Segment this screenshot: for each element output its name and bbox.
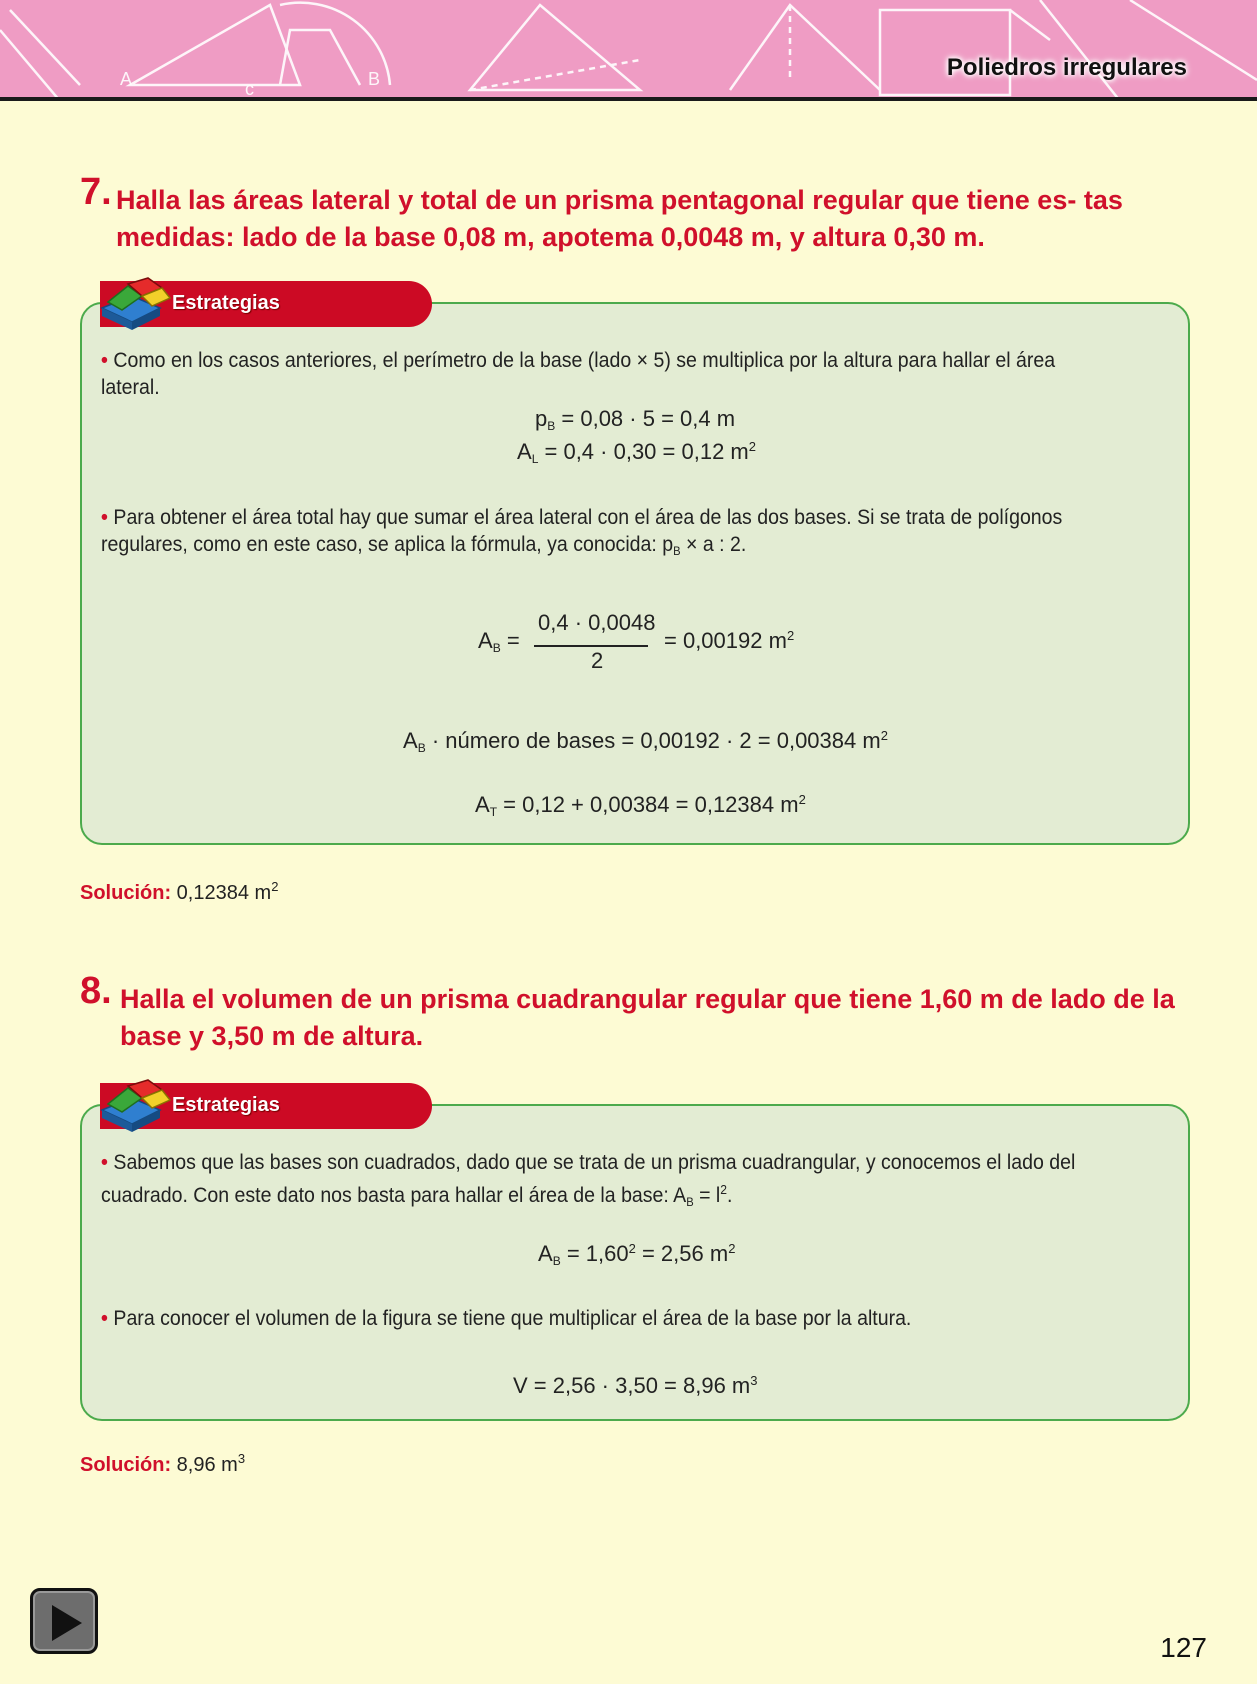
- eq-symbol: A: [478, 628, 493, 653]
- eq-superscript: 2: [798, 792, 806, 807]
- fraction-numerator: 0,4 · 0,0048: [538, 610, 656, 635]
- play-icon: [48, 1603, 86, 1643]
- equation-bases-area: [403, 728, 888, 755]
- problem-8-heading: [80, 970, 1190, 1055]
- equation-base-area: [538, 1241, 735, 1268]
- paragraph-text: Sabemos que las bases son cuadrados, dado que se trata de un prisma cuadrangular, y conocemos el lado del cuadrado. Con este dato nos basta para hallar el área de la base: A: [101, 1151, 1076, 1207]
- eq-body: = 1,60: [566, 1241, 629, 1266]
- paragraph-text: Para conocer el volumen de la figura se tiene que multiplicar el área de la base por la altura.: [113, 1307, 912, 1330]
- equation-total-area: [475, 792, 806, 819]
- solution-superscript: 3: [237, 1451, 246, 1466]
- strategy-paragraph: [101, 504, 1096, 565]
- strategy-tab: Estrategias: [100, 281, 432, 327]
- eq-subscript: B: [547, 419, 556, 433]
- paragraph-text: Como en los casos anteriores, el perímetro de la base (lado × 5) se multiplica por la altura para hallar el área lateral.: [101, 349, 1056, 399]
- eq-superscript: 2: [728, 1241, 736, 1256]
- eq-subscript: B: [552, 1254, 561, 1268]
- eq-body: · número de bases = 0,00192 · 2 = 0,00384 m: [431, 728, 881, 753]
- svg-text:B: B: [368, 69, 381, 89]
- strategy-paragraph: [101, 347, 1096, 401]
- paragraph-subscript: B: [673, 544, 681, 558]
- bullet: •: [101, 349, 108, 372]
- eq-symbol: p: [535, 406, 548, 431]
- bullet: •: [101, 506, 108, 529]
- svg-text:c: c: [245, 79, 254, 99]
- eq-symbol: A: [538, 1241, 553, 1266]
- problem-number: 8.: [80, 970, 112, 1012]
- page-number: 127: [1160, 1632, 1207, 1663]
- svg-text:A: A: [120, 69, 133, 89]
- paragraph-text: × a : 2.: [680, 533, 747, 556]
- paragraph-subscript: B: [686, 1195, 694, 1209]
- eq-superscript: 2: [748, 439, 756, 454]
- eq-body: V = 2,56 · 3,50 = 8,96 m: [513, 1373, 751, 1398]
- geometry-sketch-decoration: [0, 0, 1257, 101]
- eq-superscript: 2: [628, 1241, 636, 1256]
- eq-equals: =: [506, 628, 520, 653]
- eq-body: = 2,56 m: [635, 1241, 729, 1266]
- play-button[interactable]: [30, 1588, 98, 1654]
- solution-label: Solución:: [80, 1454, 172, 1476]
- problem-statement: Halla el volumen de un prisma cuadrangular regular que tiene 1,60 m de lado de la base y 3,50 m de altura.: [120, 984, 1175, 1051]
- equation-base-area-lhs: [478, 628, 520, 655]
- puzzle-icon: [98, 1076, 172, 1136]
- eq-body: = 0,4 · 0,30 = 0,12 m: [544, 439, 749, 464]
- equation-volume: [513, 1373, 758, 1399]
- problem-statement: Halla las áreas lateral y total de un prisma pentagonal regular que tiene es- tas medidas: lado de la base 0,08 m, apotema 0,0048 m, y altura 0,30 m.: [116, 185, 1123, 252]
- solution-8: [80, 1451, 245, 1477]
- fraction-denominator: 2: [591, 648, 604, 673]
- equation-base-area-result: [664, 628, 794, 654]
- solution-superscript: 2: [271, 879, 279, 894]
- paragraph-text: .: [727, 1184, 733, 1207]
- bullet: •: [101, 1307, 108, 1330]
- section-title: Poliedros irregulares: [946, 54, 1187, 81]
- eq-subscript: L: [531, 452, 539, 466]
- eq-body: = 0,00192 m: [664, 628, 787, 653]
- eq-superscript: 3: [750, 1373, 758, 1388]
- eq-superscript: 2: [880, 728, 888, 743]
- strategy-paragraph: [101, 1305, 1096, 1332]
- strategy-tab: Estrategias: [100, 1083, 432, 1129]
- eq-superscript: 2: [786, 628, 795, 643]
- eq-body: = 0,12 + 0,00384 = 0,12384 m: [503, 792, 799, 817]
- solution-label: Solución:: [80, 882, 172, 904]
- problem-7-heading: [80, 171, 1190, 256]
- eq-symbol: A: [517, 439, 532, 464]
- equation-lateral-area: [517, 439, 756, 466]
- problem-number: 7.: [80, 171, 112, 213]
- fraction-bar: [534, 645, 648, 647]
- bullet: •: [101, 1151, 108, 1174]
- puzzle-icon: [98, 274, 172, 334]
- eq-subscript: B: [417, 741, 426, 755]
- page-header: [0, 0, 1257, 101]
- eq-symbol: A: [403, 728, 418, 753]
- eq-symbol: A: [475, 792, 490, 817]
- paragraph-superscript: 2: [720, 1182, 728, 1197]
- eq-subscript: B: [492, 641, 501, 655]
- paragraph-text: Para obtener el área total hay que sumar el área lateral con el área de las dos bases. Si se trata de polígonos regulares, como en este caso, se aplica la fórmula, ya conocida: p: [101, 506, 1063, 556]
- equation-perimeter: [535, 406, 735, 433]
- solution-value: 0,12384 m: [176, 882, 272, 904]
- eq-subscript: T: [489, 805, 498, 819]
- solution-7: [80, 879, 278, 905]
- solution-value: 8,96 m: [176, 1454, 238, 1476]
- paragraph-text: = l: [693, 1184, 721, 1207]
- strategy-paragraph: [101, 1149, 1096, 1216]
- eq-body: = 0,08 · 5 = 0,4 m: [561, 406, 736, 431]
